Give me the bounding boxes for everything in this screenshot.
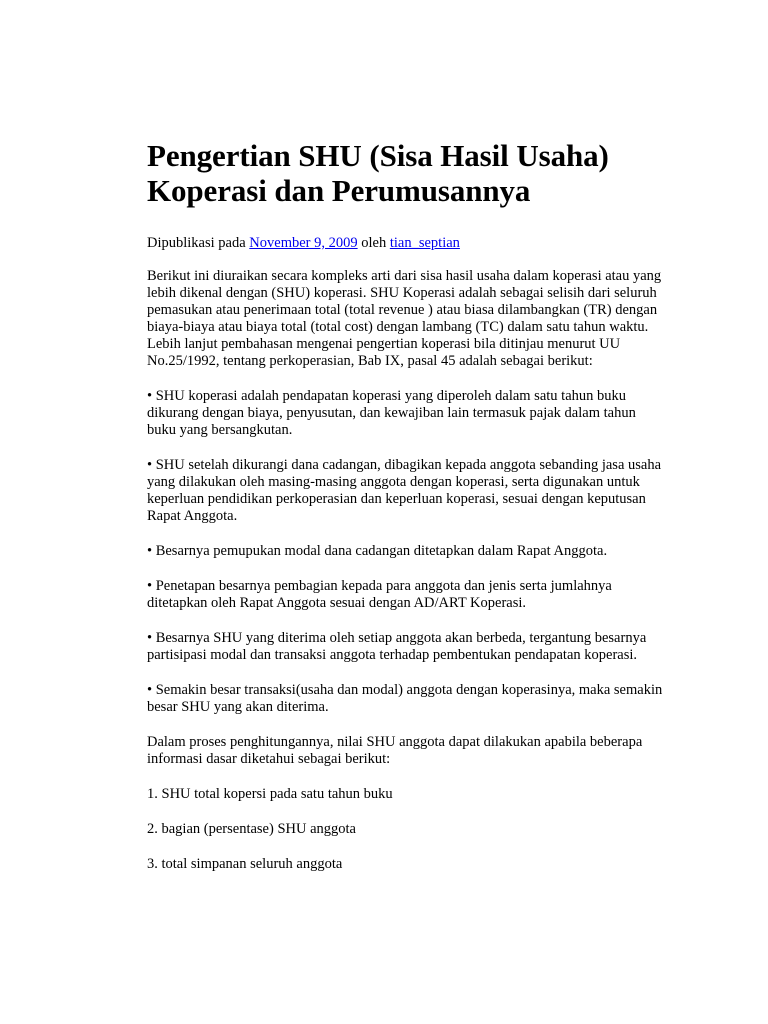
list-item: 2. bagian (persentase) SHU anggota: [147, 821, 356, 837]
bullet-item: • Semakin besar transaksi(usaha dan modal) anggota dengan koperasinya, maka semakin besar SHU yang akan diterima.: [147, 682, 663, 715]
calculation-section: [147, 734, 663, 873]
date-link[interactable]: November 9, 2009: [249, 235, 358, 251]
calc-intro-paragraph: Dalam proses penghitungannya, nilai SHU anggota dapat dilakukan apabila beberapa informasi dasar diketahui sebagai berikut:: [147, 734, 643, 767]
list-item: 1. SHU total kopersi pada satu tahun buku: [147, 786, 393, 802]
bullet-item: • SHU setelah dikurangi dana cadangan, dibagikan kepada anggota sebanding jasa usaha yang dilakukan oleh masing-masing anggota dengan koperasi, serta digunakan untuk keperluan pendidikan perkoperasian dan keperluan koperasi, sesuai dengan keputusan Rapat Anggota.: [147, 457, 662, 524]
byline: [147, 235, 663, 252]
page-title: [147, 138, 663, 208]
bullet-item: • Penetapan besarnya pembagian kepada para anggota dan jenis serta jumlahnya ditetapkan oleh Rapat Anggota sesuai dengan AD/ART Koperasi.: [147, 578, 612, 611]
intro-paragraph: Berikut ini diuraikan secara kompleks arti dari sisa hasil usaha dalam koperasi atau yang lebih dikenal dengan (SHU) koperasi. SHU Koperasi adalah sebagai selisih dari seluruh pemasukan atau penerimaan total (total revenue ) atau biasa dilambangkan (TR) dengan biaya-biaya atau biaya total (total cost) dengan lambang (TC) dalam satu tahun waktu. Lebih lanjut pembahasan mengenai pengertian koperasi bila ditinjau menurut UU No.25/1992, tentang perkoperasian, Bab IX, pasal 45 adalah sebagai berikut:: [147, 268, 662, 369]
bullet-item: • Besarnya SHU yang diterima oleh setiap anggota akan berbeda, tergantung besarnya partisipasi modal dan transaksi anggota terhadap pembentukan pendapatan koperasi.: [147, 630, 647, 663]
article-body: [147, 268, 663, 873]
bullet-list: [147, 388, 663, 716]
byline-mid: oleh: [357, 235, 390, 251]
list-item: 3. total simpanan seluruh anggota: [147, 856, 343, 872]
article: [147, 138, 663, 873]
title-line-2: Koperasi dan Perumusannya: [147, 173, 531, 208]
byline-prefix: Dipublikasi pada: [147, 235, 250, 251]
bullet-item: • Besarnya pemupukan modal dana cadangan ditetapkan dalam Rapat Anggota.: [147, 543, 608, 559]
bullet-item: • SHU koperasi adalah pendapatan koperasi yang diperoleh dalam satu tahun buku dikurang dengan biaya, penyusutan, dan kewajiban lain termasuk pajak dalam tahun buku yang bersangkutan.: [147, 388, 636, 438]
title-line-1: Pengertian SHU (Sisa Hasil Usaha): [147, 138, 609, 173]
author-link[interactable]: tian_septian: [389, 235, 460, 251]
